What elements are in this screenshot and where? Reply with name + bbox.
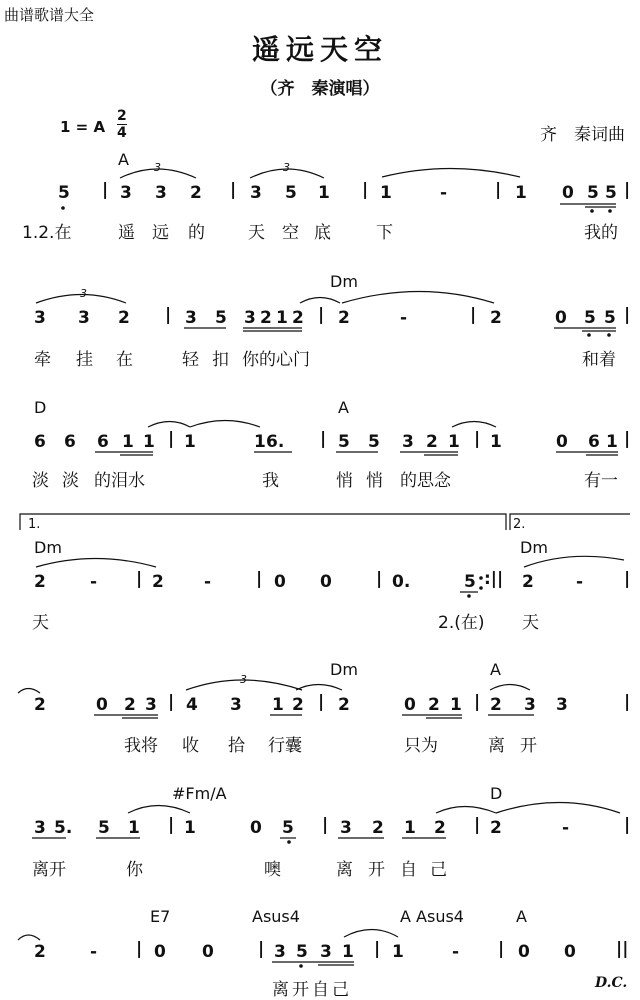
barline: | <box>168 815 175 835</box>
lyric: 牵 <box>34 350 51 370</box>
barline: | <box>258 939 265 959</box>
triplet-mark: 3 <box>240 673 247 686</box>
time-signature-top: 2 <box>117 108 127 124</box>
note: 0 <box>202 942 214 962</box>
note: 0 <box>555 308 567 328</box>
repeat-barline: :|| <box>484 569 504 589</box>
lyric: 悄 <box>366 471 383 491</box>
lyric: 行囊 <box>268 736 302 756</box>
tie-arc <box>344 930 398 938</box>
lyric: 我 <box>262 471 279 491</box>
note: 1 <box>184 432 196 452</box>
dash: - <box>90 942 98 962</box>
lyric: 天 <box>32 613 49 633</box>
note: 2 <box>260 308 272 328</box>
note: 5 <box>296 942 308 962</box>
octave-dot <box>61 206 65 210</box>
tie-arc <box>524 556 624 567</box>
tie-arc <box>452 422 496 428</box>
note: 5. <box>54 818 73 838</box>
dash: - <box>204 572 212 592</box>
note: 2 <box>426 432 438 452</box>
octave-dot <box>467 594 471 598</box>
da-capo-mark: D.C. <box>595 975 628 991</box>
chord-label: Dm <box>330 272 358 291</box>
note: 2 <box>490 695 502 715</box>
lyric: 有一 <box>584 471 618 491</box>
lyric: 离 <box>336 860 353 880</box>
note: 2 <box>292 308 304 328</box>
barline: | <box>165 305 172 325</box>
lyric: 空 <box>282 223 299 243</box>
barline: | <box>376 569 383 589</box>
note: 1 <box>272 695 284 715</box>
triplet-slur <box>186 680 302 690</box>
note: 5 <box>464 572 476 592</box>
song-title: 遥远天空 <box>251 33 388 66</box>
note: 1 <box>254 432 266 452</box>
note: 2 <box>124 695 136 715</box>
tie-arc <box>296 685 342 691</box>
repeat-dot <box>479 576 483 580</box>
note: 5 <box>282 818 294 838</box>
chord-label: D <box>490 784 503 803</box>
note: 5 <box>604 308 616 328</box>
site-label: 曲谱歌谱大全 <box>4 6 95 24</box>
note: 2 <box>34 695 46 715</box>
lyric: 淡 <box>32 471 49 491</box>
lyric: 噢 <box>264 860 281 880</box>
note: 3 <box>230 695 242 715</box>
lyric: 你的心门 <box>242 350 310 370</box>
tie-arc <box>148 422 190 428</box>
tie-arc <box>490 685 530 691</box>
lyric: 遥 <box>118 223 135 243</box>
lyric: 只为 <box>404 736 438 756</box>
barline: | <box>230 180 237 200</box>
note: 3 <box>402 432 414 452</box>
chord-label: E7 <box>150 907 171 926</box>
note: 3 <box>556 695 568 715</box>
dash: - <box>90 572 98 592</box>
dash: - <box>452 942 460 962</box>
chord-label: A <box>516 907 527 926</box>
note: 2 <box>338 308 350 328</box>
note: 0 <box>404 695 416 715</box>
lyric: 的泪水 <box>94 471 145 491</box>
composer-credit: 齐 秦词曲 <box>540 125 625 145</box>
lyric: 的思念 <box>400 471 451 491</box>
note: 0 <box>320 572 332 592</box>
note: 6 <box>64 432 76 452</box>
lyric: 在 <box>116 350 133 370</box>
lyric: 你 <box>126 860 143 880</box>
note: 5 <box>605 183 617 203</box>
tie-arc <box>190 421 260 428</box>
chord-label: Dm <box>34 538 62 557</box>
note: 3 <box>34 818 46 838</box>
lyric: 2.(在) <box>438 613 485 633</box>
lyric: 扣 <box>212 350 229 370</box>
barline: | <box>136 939 143 959</box>
triplet-mark: 3 <box>154 161 161 174</box>
lyric: 离开自己 <box>272 980 352 1000</box>
note: 1 <box>380 183 392 203</box>
note: 6. <box>266 432 285 452</box>
barline: | <box>474 815 481 835</box>
barline: | <box>495 180 502 200</box>
barline: | <box>624 180 631 200</box>
note: 2 <box>434 818 446 838</box>
barline: | <box>318 305 325 325</box>
final-barline: || <box>616 939 629 959</box>
note: 6 <box>588 432 600 452</box>
chord-label: Dm <box>330 660 358 679</box>
barline: | <box>624 569 631 589</box>
dash: - <box>576 572 584 592</box>
tie-arc <box>128 806 190 814</box>
barline: | <box>624 429 631 449</box>
note: 5 <box>587 183 599 203</box>
barline: | <box>624 815 631 835</box>
triplet-slur <box>250 169 324 178</box>
note: 6 <box>34 432 46 452</box>
tie-arc <box>36 559 156 568</box>
barline: | <box>624 305 631 325</box>
note: 1 <box>128 818 140 838</box>
barline: | <box>102 180 109 200</box>
lyric: 远 <box>152 223 169 243</box>
note: 0 <box>562 183 574 203</box>
barline: | <box>474 429 481 449</box>
triplet-slur <box>120 169 196 178</box>
volta-2-label: 2. <box>513 517 526 532</box>
octave-dot <box>299 964 303 968</box>
note: 0 <box>154 942 166 962</box>
note: 3 <box>244 308 256 328</box>
note: 2 <box>190 183 202 203</box>
octave-dot <box>587 333 591 337</box>
lyric: 我的 <box>584 223 618 243</box>
note: 1 <box>515 183 527 203</box>
note: 0 <box>274 572 286 592</box>
lyric: 的 <box>188 223 205 243</box>
tie-arc <box>300 298 340 304</box>
dash: - <box>400 308 408 328</box>
barline: | <box>136 569 143 589</box>
lyric: 离 <box>488 736 505 756</box>
barline: | <box>470 305 477 325</box>
note: 1 <box>184 818 196 838</box>
note: 5 <box>285 183 297 203</box>
note: 3 <box>78 308 90 328</box>
octave-dot <box>590 209 594 213</box>
note: 6 <box>97 432 109 452</box>
barline: | <box>624 692 631 712</box>
octave-dot <box>608 209 612 213</box>
note: 1 <box>276 308 288 328</box>
note: 0. <box>392 572 411 592</box>
lyric: 淡 <box>62 471 79 491</box>
note: 0 <box>564 942 576 962</box>
chord-label: A <box>490 660 501 679</box>
key-signature: 1 = A <box>60 118 106 136</box>
performer-credit: （齐 秦演唱） <box>260 79 380 99</box>
note: 3 <box>34 308 46 328</box>
triplet-mark: 3 <box>80 287 87 300</box>
note: 2 <box>490 308 502 328</box>
note: 3 <box>320 942 332 962</box>
note: 1 <box>450 695 462 715</box>
lyric: 悄 <box>336 471 353 491</box>
lyric: 天 <box>522 613 539 633</box>
note: 2 <box>522 572 534 592</box>
tie-arc <box>18 935 40 940</box>
volta-1-bracket <box>20 514 506 530</box>
note: 1 <box>143 432 155 452</box>
note: 0 <box>250 818 262 838</box>
chord-label: Dm <box>520 538 548 557</box>
barline: | <box>256 569 263 589</box>
note: 1 <box>606 432 618 452</box>
lyric: 开 <box>368 860 385 880</box>
lyric: 底 <box>314 223 331 243</box>
tie-arc <box>436 807 496 814</box>
note: 2 <box>372 818 384 838</box>
barline: | <box>168 429 175 449</box>
note: 2 <box>338 695 350 715</box>
lyric: 和着 <box>582 350 616 370</box>
octave-dot <box>287 840 291 844</box>
lyric: 轻 <box>182 350 199 370</box>
lyric: 收 <box>182 736 199 756</box>
note: 1 <box>490 432 502 452</box>
note: 0 <box>556 432 568 452</box>
volta-1-label: 1. <box>28 517 41 532</box>
note: 3 <box>185 308 197 328</box>
note: 1 <box>448 432 460 452</box>
note: 3 <box>145 695 157 715</box>
note: 3 <box>155 183 167 203</box>
note: 0 <box>96 695 108 715</box>
note: 1 <box>318 183 330 203</box>
lyric: 拾 <box>228 736 245 756</box>
note: 5 <box>98 818 110 838</box>
barline: | <box>318 692 325 712</box>
note: 0 <box>518 942 530 962</box>
chord-label: A <box>338 398 349 417</box>
barline: | <box>168 692 175 712</box>
barline: | <box>362 180 369 200</box>
chord-label: #Fm/A <box>172 784 227 803</box>
note: 2 <box>34 942 46 962</box>
note: 2 <box>118 308 130 328</box>
dash: - <box>440 183 448 203</box>
note: 2 <box>292 695 304 715</box>
chord-label: Asus4 <box>252 907 300 926</box>
barline: | <box>374 939 381 959</box>
note: 5 <box>338 432 350 452</box>
barline: | <box>474 692 481 712</box>
note: 5 <box>58 183 70 203</box>
octave-dot <box>607 333 611 337</box>
note: 1 <box>342 942 354 962</box>
lyric: 离开 <box>32 860 66 880</box>
lyric: 己 <box>430 860 447 880</box>
chord-label: D <box>34 398 47 417</box>
note: 3 <box>524 695 536 715</box>
note: 2 <box>490 818 502 838</box>
note: 5 <box>584 308 596 328</box>
note: 1 <box>392 942 404 962</box>
note: 2 <box>34 572 46 592</box>
note: 3 <box>340 818 352 838</box>
dash: - <box>562 818 570 838</box>
lyric: 自 <box>400 860 417 880</box>
note: 5 <box>215 308 227 328</box>
barline: | <box>322 815 329 835</box>
lyric: 开 <box>520 736 537 756</box>
tie-arc <box>496 803 620 814</box>
triplet-slur <box>36 295 126 304</box>
note: 3 <box>250 183 262 203</box>
time-signature-bottom: 4 <box>117 125 127 141</box>
lyric: 1.2.在 <box>22 223 72 243</box>
tie-arc <box>342 292 494 304</box>
volta-2-bracket <box>510 514 630 530</box>
tie-arc <box>18 689 40 694</box>
lyric: 挂 <box>76 350 93 370</box>
note: 2 <box>152 572 164 592</box>
note: 5 <box>368 432 380 452</box>
chord-label: A <box>118 150 129 169</box>
lyric: 下 <box>376 223 393 243</box>
lyric: 天 <box>248 223 265 243</box>
note: 2 <box>428 695 440 715</box>
note: 3 <box>274 942 286 962</box>
note: 4 <box>186 695 198 715</box>
chord-label: A Asus4 <box>400 907 464 926</box>
barline: | <box>320 429 327 449</box>
note: 1 <box>404 818 416 838</box>
tie-arc <box>382 169 520 178</box>
repeat-dot <box>479 586 483 590</box>
barline: | <box>498 939 505 959</box>
note: 1 <box>122 432 134 452</box>
lyric: 我将 <box>124 736 158 756</box>
triplet-mark: 3 <box>283 161 290 174</box>
note: 3 <box>120 183 132 203</box>
